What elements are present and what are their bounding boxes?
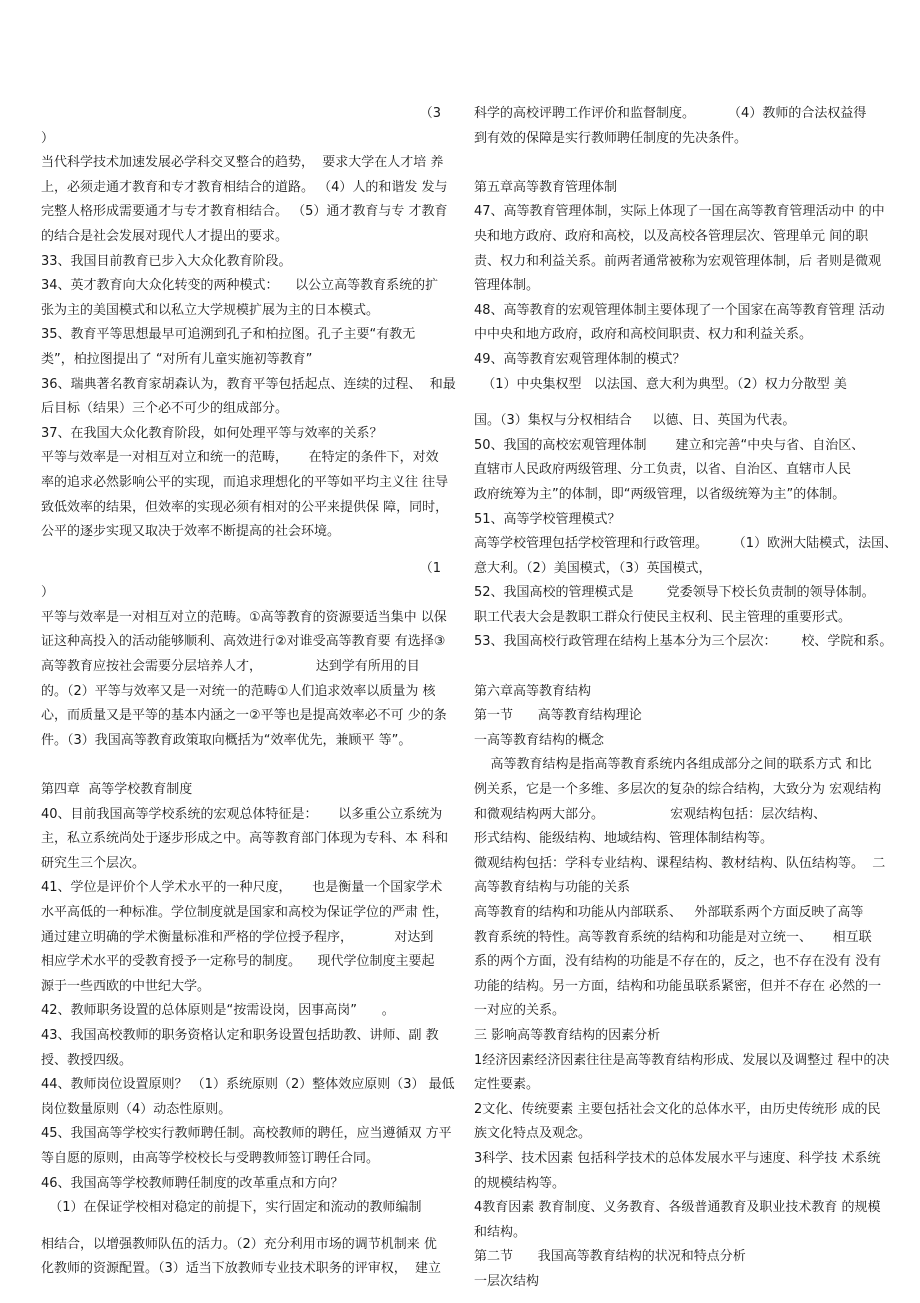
right-line: 到有效的保障是实行教师聘任制度的先决条件。 [474,130,748,146]
left-line [41,753,441,778]
right-line: 4教育因素 教育制度、义务教育、各级普通教育及职业技术教育 的规模 [474,1200,881,1216]
left-line: ） [41,585,55,601]
right-line: 职工代表大会是教职工群众行使民主权利、民主管理的重要形式。 [474,609,852,625]
left-line: 张为主的美国模式和以私立大学规模扩展为主的日本模式。 [41,302,380,318]
left-line: （1）在保证学校相对稳定的前提下，实行固定和流动的教师编制 [41,1200,422,1216]
right-line: 管理体制。 [474,278,540,294]
right-line: 49、高等教育宏观管理体制的模式？ [474,351,686,367]
right-line: 微观结构包括：学科专业结构、课程结构、教材结构、队伍结构等。 二 [474,855,886,871]
left-line: 46、我国高等学校教师聘任制度的改革重点和方向？ [41,1175,344,1191]
left-line: 42、教师职务设置的总体原则是“按需设岗，因事高岗” 。 [41,1003,395,1019]
right-line: 第二节 我国高等教育结构的状况和特点分析 [474,1249,746,1265]
left-line: 后目标（结果）三个必不可少的组成部分。 [41,401,289,417]
right-line: 第六章高等教育结构 [474,683,592,699]
right-line: 2文化、传统要素 主要包括社会文化的总体水平，由历史传统形 成的民 [474,1101,881,1117]
right-line: 例关系，它是一个多维、多层次的复杂的综合结构，大致分为 宏观结构 [474,782,882,798]
right-line: 中中央和地方政府，政府和高校间职责、权力和利益关系。 [474,327,813,343]
left-line: 37、在我国大众化教育阶段，如何处理平等与效率的关系？ [41,425,383,441]
right-line: 科学的高校评聘工作评价和监督制度。 （4）教师的合法权益得 [474,106,867,121]
left-line: 公平的逐步实现又取决于效率不断提高的社会环境。 [41,524,341,540]
right-line: 第五章高等教育管理体制 [474,179,618,195]
right-line: 形式结构、能级结构、地域结构、管理体制结构等。 [474,831,774,847]
right-line: 的规模结构等。 [474,1175,566,1191]
right-line: 50、我国的高校宏观管理体制 建立和完善“中央与省、自治区、 [474,437,865,453]
left-line: （1 [419,560,441,576]
right-line: 教育系统的特性。高等教育系统的结构和功能是对立统一、 相互联 [474,929,872,945]
left-line: 45、我国高等学校实行教师聘任制。高校教师的聘任，应当遵循双 方平 [41,1126,452,1142]
left-line: 相结合，以增强教师队伍的活力。（2）充分利用市场的调节机制来 优 [41,1236,437,1252]
right-line: 国。（3）集权与分权相结合 以德、日、英国为代表。 [474,413,796,429]
left-line: 证这种高投入的活动能够顺利、高效进行②对谁受高等教育要 有选择③ [41,634,446,650]
right-line: 功能的结构。另一方面，结构和功能虽联系紧密，但并不存在 必然的一 [474,978,882,994]
right-line: （1）中央集权型 以法国、意大利为典型。（2）权力分散型 美 [474,376,847,392]
left-line: 43、我国高校教师的职务资格认定和职务设置包括助教、讲师、副 教 [41,1027,439,1043]
right-line: 第一节 高等教育结构理论 [474,708,642,724]
right-line: 意大利。（2）美国模式，（3）英国模式， [474,560,712,576]
left-line: 水平高低的一种标准。学位制度就是国家和高校为保证学位的严肃 性， [41,905,449,920]
right-line: 直辖市人民政府两级管理、分工负责，以省、自治区、直辖市人民 [474,462,852,478]
left-line: 通过建立明确的学术衡量标准和严格的学位授予程序， 对达到 [41,929,434,945]
right-line [474,655,880,680]
left-line: 等自愿的原则，由高等学校校长与受聘教师签订聘任合同。 [41,1150,380,1166]
left-line: （3 [419,106,441,121]
left-line: 主，私立系统尚处于逐步形成之中。高等教育部门体现为专科、本 科和 [41,831,449,847]
right-line: 一高等教育结构的概念 [474,732,605,748]
right-line: 48、高等教育的宏观管理体制主要体现了一个国家在高等教育管理 活动 [474,302,885,318]
left-line: ） [41,130,55,146]
left-line: 第四章 高等学校教育制度 [41,782,193,798]
right-line: 央和地方政府、政府和高校，以及高校各管理层次、管理单元 间的职 [474,228,869,244]
right-line: 高等教育的结构和功能从内部联系、 外部联系两个方面反映了高等 [474,905,864,920]
left-line: 类”，柏拉图提出了 “对所有儿童实施初等教育” [41,351,313,367]
left-line: 33、我国目前教育已步入大众化教育阶段。 [41,253,292,269]
left-line: 当代科学技术加速发展必学科交叉整合的趋势， 要求大学在人才培 养 [41,155,444,171]
left-line: 44、教师岗位设置原则？ （1）系统原则（2）整体效应原则（3） 最低 [41,1077,455,1093]
left-line: 的。（2）平等与效率又是一对统一的范畴①人们追求效率以质量为 核 [41,683,436,699]
right-line: 高等学校管理包括学校管理和行政管理。 （1）欧洲大陆模式，法国、 [474,536,898,552]
right-line: 3科学、技术因素 包括科学技术的总体发展水平与速度、科学技 术系统 [474,1150,881,1166]
left-line: 研究生三个层次。 [41,855,146,871]
left-line [41,1221,441,1233]
right-line: 52、我国高校的管理模式是 党委领导下校长负责制的领导体制。 [474,585,875,601]
left-line: 35、教育平等思想最早可追溯到孔子和柏拉图。孔子主要“有教无 [41,327,416,343]
left-line [41,545,441,557]
left-line: 授、教授四级。 [41,1052,133,1068]
left-line: 的结合是社会发展对现代人才提出的要求。 [41,228,289,244]
right-line [474,397,880,409]
left-line: 40、目前我国高等学校系统的宏观总体特征是： 以多重公立系统为 [41,806,443,822]
left-line: 平等与效率是一对相互对立和统一的范畴， 在特定的条件下，对效 [41,450,439,466]
right-line: 定性要素。 [474,1077,540,1093]
right-line: 和微观结构两大部分。 宏观结构包括：层次结构、 [474,806,827,822]
left-line: 完整人格形成需要通才与专才教育相结合。 （5）通才教育与专 才教育 [41,204,448,220]
right-line: 高等教育结构与功能的关系 [474,880,631,896]
right-line: 和结构。 [474,1224,527,1240]
right-line: 政府统筹为主”的体制，即“两级管理，以省级统筹为主”的体制。 [474,486,846,502]
left-line: 件。（3）我国高等教育政策取向概括为“效率优先，兼顾平 等”。 [41,732,412,748]
right-line: 53、我国高校行政管理在结构上基本分为三个层次： 校、学院和系。 [474,634,893,650]
right-line [474,151,880,176]
right-line: 三 影响高等教育结构的因素分析 [474,1027,661,1043]
right-line: 一层次结构 [474,1273,540,1289]
right-column [474,102,898,1295]
right-line: 系的两个方面，没有结构的功能是不存在的，反之，也不存在没有 没有 [474,954,882,970]
left-line: 岗位数量原则（4）动态性原则。 [41,1101,232,1117]
left-line: 41、学位是评价个人学术水平的一种尺度， 也是衡量一个国家学术 [41,880,443,896]
right-line: 51、高等学校管理模式？ [474,511,621,527]
right-line: 1经济因素经济因素往往是高等教育结构形成、发展以及调整过 程中的决 [474,1052,890,1068]
left-line: 36、瑞典著名教育家胡森认为，教育平等包括起点、连续的过程、 和最 [41,376,456,392]
left-line: 平等与效率是一对相互对立的范畴。①高等教育的资源要适当集中 以保 [41,609,447,625]
left-line: 心，而质量又是平等的基本内涵之一②平等也是提高效率必不可 少的条 [41,708,447,724]
right-line: 一对应的关系。 [474,1003,566,1019]
right-line: 47、高等教育管理体制，实际上体现了一国在高等教育管理活动中 的中 [474,204,885,220]
left-line: 率的追求必然影响公平的实现，而追求理想化的平等如平均主义往 往导 [41,474,449,490]
left-line: 高等教育应按社会需要分层培养人才， 达到学有所用的目 [41,659,420,675]
left-line: 源于一些西欧的中世纪大学。 [41,978,211,994]
left-line: 相应学术水平的受教育授予一定称号的制度。 现代学位制度主要起 [41,954,435,970]
right-line: 高等教育结构是指高等教育系统内各组成部分之间的联系方式 和比 [474,757,872,773]
left-line: 34、英才教育向大众化转变的两种模式： 以公立高等教育系统的扩 [41,278,439,294]
right-line: 族文化特点及观念。 [474,1126,592,1142]
right-line: 责、权力和利益关系。前两者通常被称为宏观管理体制，后 者则是微观 [474,253,882,269]
left-line: 化教师的资源配置。（3）适当下放教师专业技术职务的评审权， 建立 [41,1261,442,1277]
left-column [41,102,456,1282]
left-line: 上，必须走通才教育和专才教育相结合的道路。 （4）人的和谐发 发与 [41,179,448,195]
left-line: 致低效率的结果，但效率的实现必须有相对的公平来提供保 障，同时， [41,499,449,515]
